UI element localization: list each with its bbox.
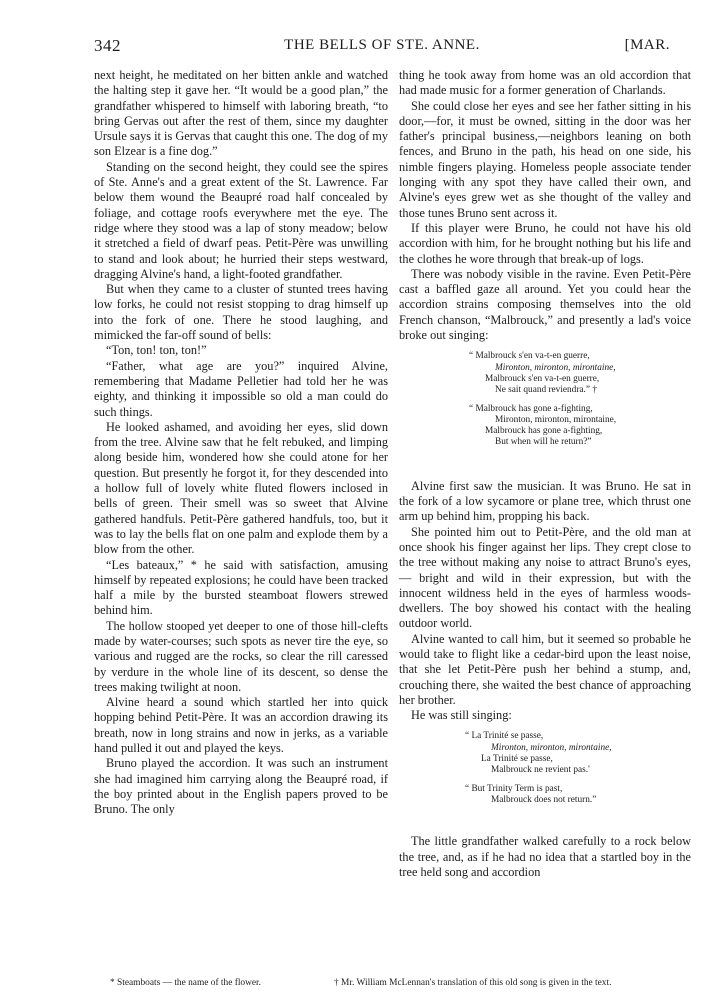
paragraph: But when they came to a cluster of stunted trees having low forks, he could not resist stopping to drag himself up into the fork of one. There he stood laughing, and mimicked the far-off sound of bells: xyxy=(94,282,388,343)
verse-line: Malbrouck s'en va-t-en guerre, xyxy=(485,373,600,384)
issue-month: [MAR. xyxy=(624,37,670,53)
verse-line: “ La Trinité se passe, xyxy=(465,731,544,742)
verse-line: “ Malbrouck has gone a-fighting, xyxy=(469,403,593,414)
paragraph: She pointed him out to Petit-Père, and the old man at once shook his finger against her lips. They crept close to the tree without making any noise to attract Bruno's eyes,— bright and wild in their expression, but with the innocent wildness held in the eyes of harmless woods-dwellers. The boy showed his contact with the healing outdoor world. xyxy=(399,524,691,631)
left-column xyxy=(94,68,388,818)
song-verse-trinite xyxy=(399,731,691,806)
running-header xyxy=(94,36,670,58)
paragraph: Alvine wanted to call him, but it seemed so probable he would take to flight like a cedar-bird upon the least noise, that she let Petit-Père push her behind a stump, and, crouching there, she waited the best chance of approaching her brother. xyxy=(399,631,691,707)
song-verse-malbrouck xyxy=(399,351,691,448)
verse-line: “ Malbrouck s'en va-t-en guerre, xyxy=(469,351,590,362)
paragraph: If this player were Bruno, he could not have his old accordion with him, for he brought nothing but his life and the clothes he wore through that break-up of logs. xyxy=(399,220,691,266)
verse-line: Malbrouck has gone a-fighting, xyxy=(485,426,603,437)
verse-line: Mironton, mironton, mirontaine, xyxy=(495,362,616,373)
verse-line: Mironton, mironton, mirontaine, xyxy=(491,742,612,753)
paragraph: Alvine first saw the musician. It was Bruno. He sat in the fork of a low sycamore or plane tree, which thrust one arm up behind him, propping his back. xyxy=(399,478,691,524)
verse-line: “ But Trinity Term is past, xyxy=(465,783,563,794)
paragraph: “Les bateaux,” * he said with satisfaction, amusing himself by repeated explosions; he could have been tracked half a mile by the bursted steamboat flowers strewed behind him. xyxy=(94,557,388,618)
paragraph: Bruno played the accordion. It was such an instrument she had imagined him carrying along the Beaupré road, if the boy printed about in the English papers proved to be Bruno. The only xyxy=(94,756,388,817)
verse-line: Malbrouck does not return.” xyxy=(491,794,597,805)
verse-line: La Trinité se passe, xyxy=(481,754,553,765)
verse-stanza xyxy=(465,731,691,776)
paragraph: The hollow stooped yet deeper to one of those hill-clefts made by water-courses; such spots as never tire the eye, so various and rugged are the rocks, so clear the rill caressed by verdure in the whole line of its descent, so dense the trees making twilight at noon. xyxy=(94,618,388,694)
verse-stanza xyxy=(465,784,691,807)
footnote-steamboats: * Steamboats — the name of the flower. xyxy=(110,978,262,988)
verse-line: Ne sait quand reviendra.” † xyxy=(495,385,597,396)
paragraph: thing he took away from home was an old accordion that had made music for a former generation of Charlands. xyxy=(399,68,691,98)
page-number: 342 xyxy=(94,36,121,55)
paragraph: The little grandfather walked carefully to a rock below the tree, and, as if he had no idea that a startled boy in the tree held song and accordion xyxy=(399,834,691,879)
paragraph: He was still singing: xyxy=(411,708,512,723)
verse-line: Mironton, mironton, mirontaine, xyxy=(495,414,617,425)
paragraph: next height, he meditated on her bitten ankle and watched the halting step it gave her. “It would be a good plan,” the grandfather whispered to himself with laboring breath, “to bring Gervas out after the rest of them, since my daughter Ursule says it is Gervas that caught this one. The dog of my son Elzear is a fine dog.” xyxy=(94,68,388,159)
verse-line: Malbrouck ne revient pas.' xyxy=(491,765,590,776)
paragraph: She could close her eyes and see her father sitting in his door,—for, it must be owned, sitting in the door was her father's principal business,—neighbors leaning on both fences, and Bruno in the path, his head on one side, his nimble fingers playing. Homeless people associate tender longing with any spot they have called their own, and Alvine's eyes grew wet as she thought of the valley and those tunes Bruno sent across it. xyxy=(399,98,691,220)
paragraph: There was nobody visible in the ravine. Even Petit-Père cast a baffled gaze all around. Yet you could hear the accordion strains composing themselves into the old French chanson, “Malbrouck,” and presently a lad's voice broke out singing: xyxy=(399,266,691,343)
running-title: THE BELLS OF STE. ANNE. xyxy=(284,37,480,53)
verse-stanza xyxy=(469,404,691,449)
paragraph: Standing on the second height, they could see the spires of Ste. Anne's and a great extent of the St. Lawrence. Far below them wound the Beaupré road half concealed by foliage, and cottage roofs everywhere met the eye. The ridge where they stood was a lap of stony meadow; below it stretched a field of dwarf peas. Petit-Père was unwilling to stand and look about; he hurried their steps westward, dragging Alvine's hand, a light-footed grandfather. xyxy=(94,159,388,281)
verse-stanza xyxy=(469,351,691,396)
verse-line: But when will he return?” xyxy=(495,437,592,448)
paragraph: He looked ashamed, and avoiding her eyes, slid down from the tree. Alvine saw that he felt rebuked, and limping along beside him, wondered how she could atone for her question. But presently he forgot it, for they descended into a hollow full of lovely white fluted flowers inclosed in bells of green. Their smell was so sweet that Alvine gathered handfuls. Petit-Père gathered handfuls, too, but it was to lay the bells flat on one palm and explode them by a blow from the other. xyxy=(94,419,388,557)
footnote-translation: † Mr. William McLennan's translation of this old song is given in the text. xyxy=(334,978,612,988)
right-column xyxy=(399,68,691,880)
paragraph: “Father, what age are you?” inquired Alvine, remembering that Madame Pelletier had told her he was eighty, and thinking it impossible so old a man could do such things. xyxy=(94,358,388,419)
paragraph: Alvine heard a sound which startled her into quick hopping behind Petit-Père. It was an accordion drawing its breath, now in long strains and now in jerks, as a variable hand pulled it out and played the keys. xyxy=(94,695,388,756)
paragraph: “Ton, ton! ton, ton!” xyxy=(106,343,207,358)
